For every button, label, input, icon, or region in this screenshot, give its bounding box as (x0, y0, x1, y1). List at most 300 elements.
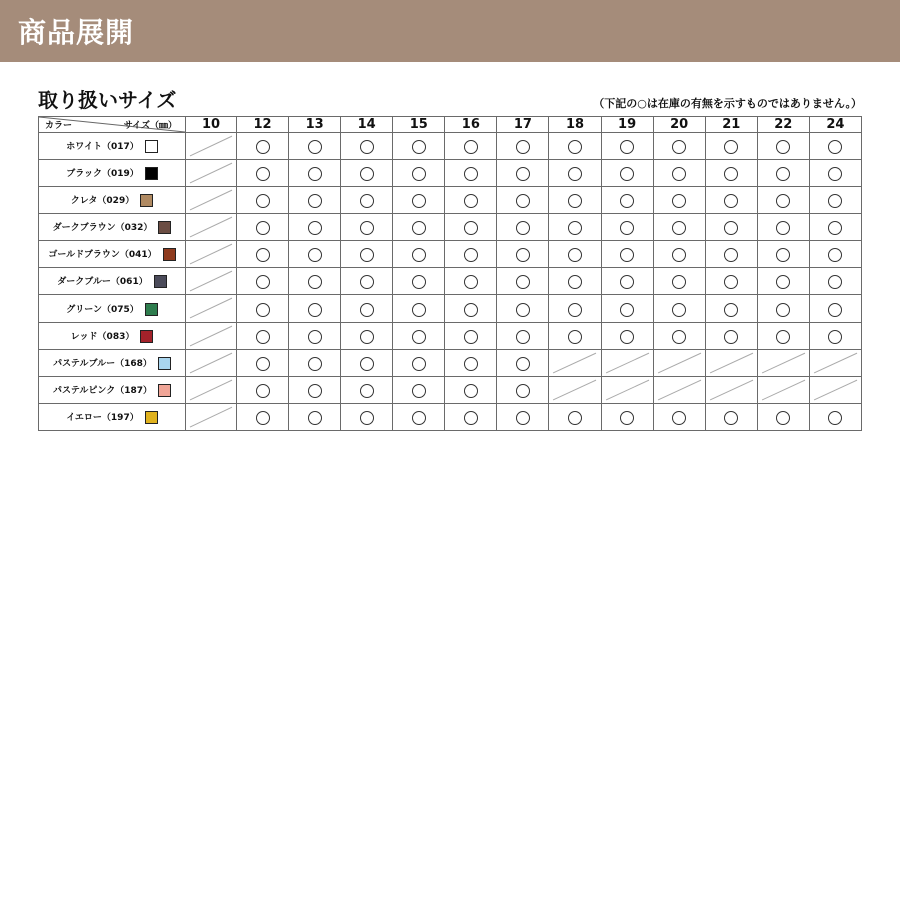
available-circle-icon (568, 330, 582, 344)
available-cell (445, 376, 497, 403)
unavailable-slash-icon (186, 241, 236, 267)
size-header-10: 10 (186, 117, 237, 133)
color-swatch (154, 275, 167, 288)
available-cell (601, 403, 653, 430)
available-cell (757, 214, 809, 241)
available-cell (705, 268, 757, 295)
available-circle-icon (412, 303, 426, 317)
available-cell (497, 403, 549, 430)
size-header-19: 19 (601, 117, 653, 133)
available-cell (341, 214, 393, 241)
available-circle-icon (724, 411, 738, 425)
available-circle-icon (412, 194, 426, 208)
available-circle-icon (516, 411, 530, 425)
available-cell (601, 133, 653, 160)
available-cell (757, 160, 809, 187)
size-header-20: 20 (653, 117, 705, 133)
available-circle-icon (256, 248, 270, 262)
available-circle-icon (776, 303, 790, 317)
available-circle-icon (672, 194, 686, 208)
unavailable-cell (549, 376, 601, 403)
available-cell (289, 133, 341, 160)
available-circle-icon (308, 330, 322, 344)
available-circle-icon (308, 140, 322, 154)
available-cell (497, 295, 549, 322)
color-swatch (145, 303, 158, 316)
available-circle-icon (256, 411, 270, 425)
available-circle-icon (776, 140, 790, 154)
unavailable-slash-icon (186, 377, 236, 403)
available-circle-icon (308, 411, 322, 425)
available-circle-icon (308, 357, 322, 371)
available-cell (653, 160, 705, 187)
table-row (39, 187, 862, 214)
unavailable-slash-icon (810, 350, 861, 376)
available-cell (289, 241, 341, 268)
available-circle-icon (620, 303, 634, 317)
unavailable-cell (601, 376, 653, 403)
available-circle-icon (516, 303, 530, 317)
available-cell (497, 160, 549, 187)
available-circle-icon (672, 275, 686, 289)
available-circle-icon (568, 194, 582, 208)
available-cell (809, 187, 861, 214)
size-header-24: 24 (809, 117, 861, 133)
available-circle-icon (568, 275, 582, 289)
available-circle-icon (412, 330, 426, 344)
section-title-row (38, 84, 862, 113)
available-cell (393, 295, 445, 322)
unavailable-slash-icon (186, 160, 236, 186)
available-cell (497, 322, 549, 349)
available-circle-icon (620, 221, 634, 235)
available-cell (809, 133, 861, 160)
unavailable-cell (809, 376, 861, 403)
available-cell (601, 268, 653, 295)
available-cell (757, 133, 809, 160)
available-circle-icon (308, 384, 322, 398)
available-circle-icon (256, 357, 270, 371)
available-cell (549, 241, 601, 268)
available-cell (237, 376, 289, 403)
available-cell (653, 214, 705, 241)
available-circle-icon (568, 411, 582, 425)
available-circle-icon (464, 411, 478, 425)
color-label-cell (39, 376, 186, 403)
color-label-cell (39, 349, 186, 376)
available-circle-icon (672, 411, 686, 425)
available-cell (809, 322, 861, 349)
unavailable-slash-icon (186, 350, 236, 376)
available-cell (445, 214, 497, 241)
unavailable-cell (705, 376, 757, 403)
available-cell (653, 187, 705, 214)
available-circle-icon (724, 167, 738, 181)
available-cell (341, 349, 393, 376)
available-circle-icon (256, 167, 270, 181)
available-cell (497, 187, 549, 214)
unavailable-cell (186, 295, 237, 322)
unavailable-cell (186, 160, 237, 187)
available-cell (445, 268, 497, 295)
available-cell (809, 403, 861, 430)
color-name: グリーン（075） (66, 304, 139, 315)
available-cell (757, 241, 809, 268)
unavailable-cell (186, 322, 237, 349)
available-circle-icon (516, 194, 530, 208)
available-cell (237, 241, 289, 268)
size-header-13: 13 (289, 117, 341, 133)
table-header-row (39, 117, 862, 133)
available-circle-icon (360, 411, 374, 425)
available-circle-icon (724, 221, 738, 235)
available-circle-icon (464, 194, 478, 208)
color-name: イエロー（197） (66, 412, 139, 423)
color-name: ゴールドブラウン（041） (48, 250, 157, 261)
available-circle-icon (360, 384, 374, 398)
available-cell (445, 160, 497, 187)
color-label-cell (39, 295, 186, 322)
available-cell (393, 160, 445, 187)
unavailable-slash-icon (706, 350, 757, 376)
available-circle-icon (256, 194, 270, 208)
available-cell (237, 214, 289, 241)
available-cell (809, 214, 861, 241)
available-circle-icon (516, 384, 530, 398)
available-cell (549, 214, 601, 241)
available-circle-icon (360, 167, 374, 181)
color-name: ダークブラウン（032） (52, 223, 153, 234)
table-row (39, 241, 862, 268)
unavailable-cell (653, 376, 705, 403)
available-circle-icon (828, 140, 842, 154)
available-cell (809, 295, 861, 322)
available-circle-icon (620, 330, 634, 344)
available-circle-icon (360, 303, 374, 317)
stock-note: （下記の○は在庫の有無を示すものではありません。） (593, 97, 862, 110)
available-circle-icon (776, 221, 790, 235)
available-circle-icon (724, 275, 738, 289)
table-row (39, 349, 862, 376)
table-row (39, 214, 862, 241)
available-circle-icon (828, 167, 842, 181)
color-label-cell (39, 241, 186, 268)
unavailable-slash-icon (186, 404, 236, 430)
color-swatch (163, 248, 176, 261)
available-cell (237, 133, 289, 160)
color-name: ダークブルー（061） (57, 277, 148, 288)
available-circle-icon (412, 167, 426, 181)
unavailable-slash-icon (186, 268, 236, 294)
available-cell (341, 295, 393, 322)
available-cell (341, 268, 393, 295)
unavailable-slash-icon (549, 377, 600, 403)
available-cell (705, 322, 757, 349)
available-cell (757, 187, 809, 214)
available-cell (393, 133, 445, 160)
available-cell (705, 214, 757, 241)
corner-size-label: サイズ（㎜） (123, 121, 177, 131)
unavailable-cell (186, 376, 237, 403)
available-cell (445, 133, 497, 160)
color-name: パステルピンク（187） (53, 385, 152, 396)
available-cell (445, 241, 497, 268)
available-cell (497, 376, 549, 403)
color-name: ホワイト（017） (66, 142, 139, 153)
available-circle-icon (256, 275, 270, 289)
available-cell (341, 241, 393, 268)
unavailable-cell (705, 349, 757, 376)
available-cell (809, 160, 861, 187)
available-circle-icon (620, 140, 634, 154)
available-cell (445, 187, 497, 214)
available-circle-icon (672, 167, 686, 181)
available-circle-icon (516, 140, 530, 154)
unavailable-cell (601, 349, 653, 376)
available-circle-icon (516, 248, 530, 262)
color-name: ブラック（019） (66, 169, 139, 180)
available-circle-icon (412, 275, 426, 289)
unavailable-slash-icon (186, 295, 236, 321)
table-row (39, 295, 862, 322)
available-cell (757, 295, 809, 322)
available-cell (653, 295, 705, 322)
available-cell (549, 295, 601, 322)
available-cell (549, 160, 601, 187)
available-circle-icon (620, 194, 634, 208)
color-swatch (145, 167, 158, 180)
available-circle-icon (620, 248, 634, 262)
color-swatch (140, 330, 153, 343)
available-circle-icon (828, 303, 842, 317)
color-swatch (140, 194, 153, 207)
table-row (39, 133, 862, 160)
size-header-12: 12 (237, 117, 289, 133)
available-cell (341, 187, 393, 214)
available-cell (549, 268, 601, 295)
available-cell (393, 403, 445, 430)
available-circle-icon (308, 167, 322, 181)
size-header-15: 15 (393, 117, 445, 133)
available-cell (237, 403, 289, 430)
available-circle-icon (360, 194, 374, 208)
available-circle-icon (308, 194, 322, 208)
available-cell (341, 376, 393, 403)
available-circle-icon (360, 221, 374, 235)
color-name: レッド（083） (70, 331, 135, 342)
available-circle-icon (724, 248, 738, 262)
table-body (39, 133, 862, 431)
available-circle-icon (568, 221, 582, 235)
unavailable-slash-icon (549, 350, 600, 376)
available-circle-icon (360, 275, 374, 289)
available-cell (497, 214, 549, 241)
available-cell (237, 268, 289, 295)
unavailable-slash-icon (654, 377, 705, 403)
unavailable-cell (757, 349, 809, 376)
available-circle-icon (412, 411, 426, 425)
available-circle-icon (360, 330, 374, 344)
available-cell (705, 403, 757, 430)
available-cell (445, 295, 497, 322)
available-cell (393, 322, 445, 349)
available-cell (393, 268, 445, 295)
available-cell (237, 349, 289, 376)
available-cell (445, 403, 497, 430)
available-circle-icon (412, 221, 426, 235)
available-circle-icon (724, 194, 738, 208)
color-label-cell (39, 187, 186, 214)
available-circle-icon (724, 303, 738, 317)
available-circle-icon (516, 330, 530, 344)
available-cell (497, 133, 549, 160)
size-header-21: 21 (705, 117, 757, 133)
available-cell (237, 187, 289, 214)
size-header-14: 14 (341, 117, 393, 133)
available-cell (237, 322, 289, 349)
unavailable-slash-icon (186, 323, 236, 349)
available-cell (393, 214, 445, 241)
available-circle-icon (568, 167, 582, 181)
available-circle-icon (516, 221, 530, 235)
color-swatch (158, 221, 171, 234)
available-circle-icon (464, 221, 478, 235)
unavailable-slash-icon (758, 350, 809, 376)
available-circle-icon (620, 275, 634, 289)
unavailable-cell (186, 133, 237, 160)
available-circle-icon (308, 221, 322, 235)
available-cell (341, 403, 393, 430)
available-cell (601, 160, 653, 187)
available-cell (653, 322, 705, 349)
size-availability-table (38, 116, 862, 431)
available-cell (341, 160, 393, 187)
available-circle-icon (828, 248, 842, 262)
available-circle-icon (776, 330, 790, 344)
available-cell (705, 187, 757, 214)
available-circle-icon (464, 248, 478, 262)
available-cell (549, 322, 601, 349)
available-circle-icon (464, 330, 478, 344)
available-circle-icon (464, 384, 478, 398)
available-circle-icon (672, 330, 686, 344)
available-cell (289, 160, 341, 187)
available-cell (705, 241, 757, 268)
color-label-cell (39, 403, 186, 430)
available-circle-icon (360, 357, 374, 371)
unavailable-cell (549, 349, 601, 376)
available-cell (341, 133, 393, 160)
header-banner (0, 0, 900, 62)
available-cell (445, 349, 497, 376)
color-swatch (145, 411, 158, 424)
available-cell (289, 295, 341, 322)
available-cell (705, 295, 757, 322)
available-circle-icon (620, 411, 634, 425)
available-cell (757, 268, 809, 295)
unavailable-cell (757, 376, 809, 403)
available-cell (757, 322, 809, 349)
available-cell (549, 133, 601, 160)
available-circle-icon (256, 384, 270, 398)
size-header-22: 22 (757, 117, 809, 133)
available-cell (601, 241, 653, 268)
available-circle-icon (256, 140, 270, 154)
available-circle-icon (464, 140, 478, 154)
available-circle-icon (412, 384, 426, 398)
available-cell (601, 295, 653, 322)
available-circle-icon (568, 140, 582, 154)
color-label-cell (39, 133, 186, 160)
available-circle-icon (620, 167, 634, 181)
unavailable-slash-icon (602, 350, 653, 376)
available-cell (705, 133, 757, 160)
unavailable-slash-icon (602, 377, 653, 403)
size-header-18: 18 (549, 117, 601, 133)
available-circle-icon (828, 330, 842, 344)
available-cell (653, 403, 705, 430)
available-cell (653, 241, 705, 268)
available-cell (757, 403, 809, 430)
available-circle-icon (672, 221, 686, 235)
available-circle-icon (776, 275, 790, 289)
available-cell (653, 268, 705, 295)
available-cell (289, 376, 341, 403)
available-circle-icon (256, 221, 270, 235)
unavailable-cell (186, 268, 237, 295)
available-circle-icon (776, 167, 790, 181)
available-circle-icon (828, 411, 842, 425)
table-row (39, 160, 862, 187)
available-circle-icon (516, 275, 530, 289)
available-cell (497, 268, 549, 295)
available-cell (341, 322, 393, 349)
available-circle-icon (672, 140, 686, 154)
unavailable-cell (186, 403, 237, 430)
available-cell (289, 403, 341, 430)
available-cell (237, 160, 289, 187)
available-cell (601, 187, 653, 214)
available-circle-icon (256, 330, 270, 344)
available-circle-icon (776, 194, 790, 208)
available-cell (445, 322, 497, 349)
available-circle-icon (776, 248, 790, 262)
table-row (39, 403, 862, 430)
available-cell (393, 187, 445, 214)
available-cell (601, 322, 653, 349)
unavailable-cell (186, 349, 237, 376)
unavailable-slash-icon (706, 377, 757, 403)
available-circle-icon (516, 357, 530, 371)
color-label-cell (39, 322, 186, 349)
color-swatch (145, 140, 158, 153)
size-header-17: 17 (497, 117, 549, 133)
available-circle-icon (412, 248, 426, 262)
available-circle-icon (672, 303, 686, 317)
available-cell (393, 376, 445, 403)
available-circle-icon (828, 221, 842, 235)
available-cell (497, 241, 549, 268)
available-circle-icon (464, 303, 478, 317)
available-circle-icon (828, 275, 842, 289)
available-circle-icon (828, 194, 842, 208)
unavailable-cell (186, 241, 237, 268)
available-circle-icon (724, 140, 738, 154)
available-circle-icon (568, 303, 582, 317)
available-cell (705, 160, 757, 187)
available-cell (289, 214, 341, 241)
available-circle-icon (464, 275, 478, 289)
